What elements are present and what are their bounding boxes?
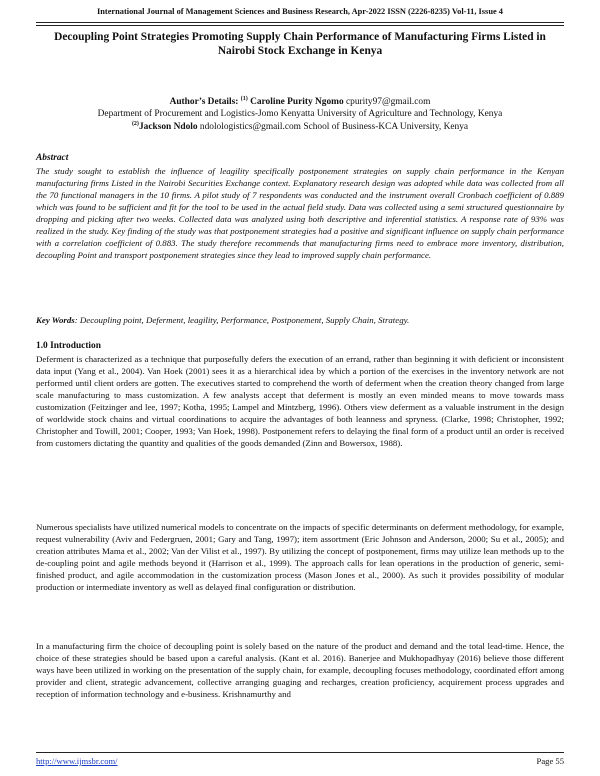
abstract-heading: Abstract (36, 153, 69, 163)
journal-url-link[interactable]: http://www.ijmsbr.com/ (36, 756, 118, 766)
journal-running-head: International Journal of Management Sciences and Business Research, Apr-2022 ISSN (2226-8235) Vol-11, Issue 4 (97, 7, 503, 16)
section-heading-introduction: 1.0 Introduction (36, 341, 101, 351)
author-line-2 (36, 121, 564, 133)
author-line-1 (36, 96, 564, 108)
intro-paragraph-1: Deferment is characterized as a technique that purposefully defers the execution of an errand, rather than beginning it with deficient or inconsistent data input (Yang et al., 2004). Van Hoek (2001) sees it as a hierarchical idea by which a portion of the exercises in the inventory network are not performed until client orders are gotten. The executives started to comprehend the worth of deferment when the creation theory changed from large scale manufacturing to mass customization. A few analysts accept that deferment is mostly an even minded means to move towards mass customization (Feitzinger and lee, 1997; Kotha, 1995; Lampel and Mintzberg, 1996). Others view deferment as a valuable instrument in the design of worldwide stock chains and virtual coordinations to acquire the advantages of both leanness and spryness. (Clarke, 1998; Christopher, 1992; Christopher and Towill, 2001; Cooper, 1993; Van Hoek, 1998). Postponement refers to delaying the final form of a product until an order is received from customers dictating the quantity and qualities of the goods demanded (Zinn and Bowersox, 1988). (36, 354, 564, 449)
footer-rule (36, 752, 564, 753)
keywords-label: Key Words (36, 315, 75, 325)
author2-email: ndolologistics@gmail.com (199, 121, 301, 132)
intro-paragraph-2: Numerous specialists have utilized numerical models to concentrate on the impacts of specific determinants on deferment methodology, for example, request vulnerability (Aviv and Federgruen, 2001; Gary and Tang, 1997); item assortment (Eric Johnson and Anderson, 2000; Su et al., 2005); and creation attributes Mama et al., 2002; Van der Vilist et al., 1997). By utilizing the concept of postponement, firms may utilize lean methods up to the de-coupling point and agile methods beyond it (Harrison et al., 1999). The approach calls for lean operations in the production of generic, semi-finished product, and agile accommodation in the customization process (Mason Jones et al., 2000). As such it provides possibility of modular production or intermediate inventory as well as delayed final configuration or distribution. (36, 522, 564, 593)
author-block (36, 96, 564, 133)
paper-title: Decoupling Point Strategies Promoting Supply Chain Performance of Manufacturing Firms Listed in Nairobi Stock Exchange in Kenya (54, 31, 546, 57)
author2-affiliation: School of Business-KCA University, Kenya (303, 121, 469, 132)
abstract-text: The study sought to establish the influence of leagility specifically postponement strategies on supply chain performance in the Kenyan manufacturing firms Listed in the Nairobi Securities Exchange context. Explanatory research design was adopted while data was collected from all the 70 functional managers in the 10 firms. A pilot study of 7 respondents was conducted and the instrument overall Cronbach coefficient of 0.889 which was found to be sufficient and fit for the tool to be used in the actual field study. Data was collected using a semi structured questionnaire by dropping and picking after two weeks. Collected data was analyzed using both descriptive and inferential statistics. A response rate of 93% was realized in the study. Key finding of the study was that postponement strategies had a positive and significant influence on supply chain performance with a correlation coefficient of 0.883. The study therefore recommends that manufacturing firms need to embrace more inventory, distribution, decoupling Point and transport postponement strategies since they lead to improved supply chain performance. (36, 166, 564, 261)
intro-paragraph-3: In a manufacturing firm the choice of decoupling point is solely based on the nature of the product and demand and the total lead-time. Hence, the choice of these strategies should be based upon a careful analysis. (Kant et al. 2016). Banerjee and Mukhopadhyay (2016) believe those different ways have been utilized in working on the presentation of the supply chain, for example, decoupling focuses methodology, coordinated effort among provider and client, strategic advancement, collective arranging guaging and recharges, creation proficiency, acquirement process upgrades and reception of information technology and e-business. Krishnamurthy and (36, 641, 564, 700)
keywords-line (36, 315, 564, 325)
author2-name: Jackson Ndolo (138, 121, 198, 132)
page-number: Page 55 (536, 756, 564, 766)
author1-email: cpurity97@gmail.com (346, 97, 431, 107)
author1-name: Caroline Purity Ngomo (250, 97, 344, 107)
keywords-text: : Decoupling point, Deferment, leagility, Performance, Postponement, Supply Chain, Strategy. (74, 315, 410, 325)
header-rule-thin (36, 25, 564, 26)
author1-marker: (1) (240, 95, 248, 102)
authors-label: Author’s Details: (169, 97, 239, 107)
header-rule (36, 22, 564, 23)
author1-affiliation: Department of Procurement and Logistics-Jomo Kenyatta University of Agriculture and Technology, Kenya (97, 109, 503, 120)
author2-marker: (2) (131, 120, 139, 127)
